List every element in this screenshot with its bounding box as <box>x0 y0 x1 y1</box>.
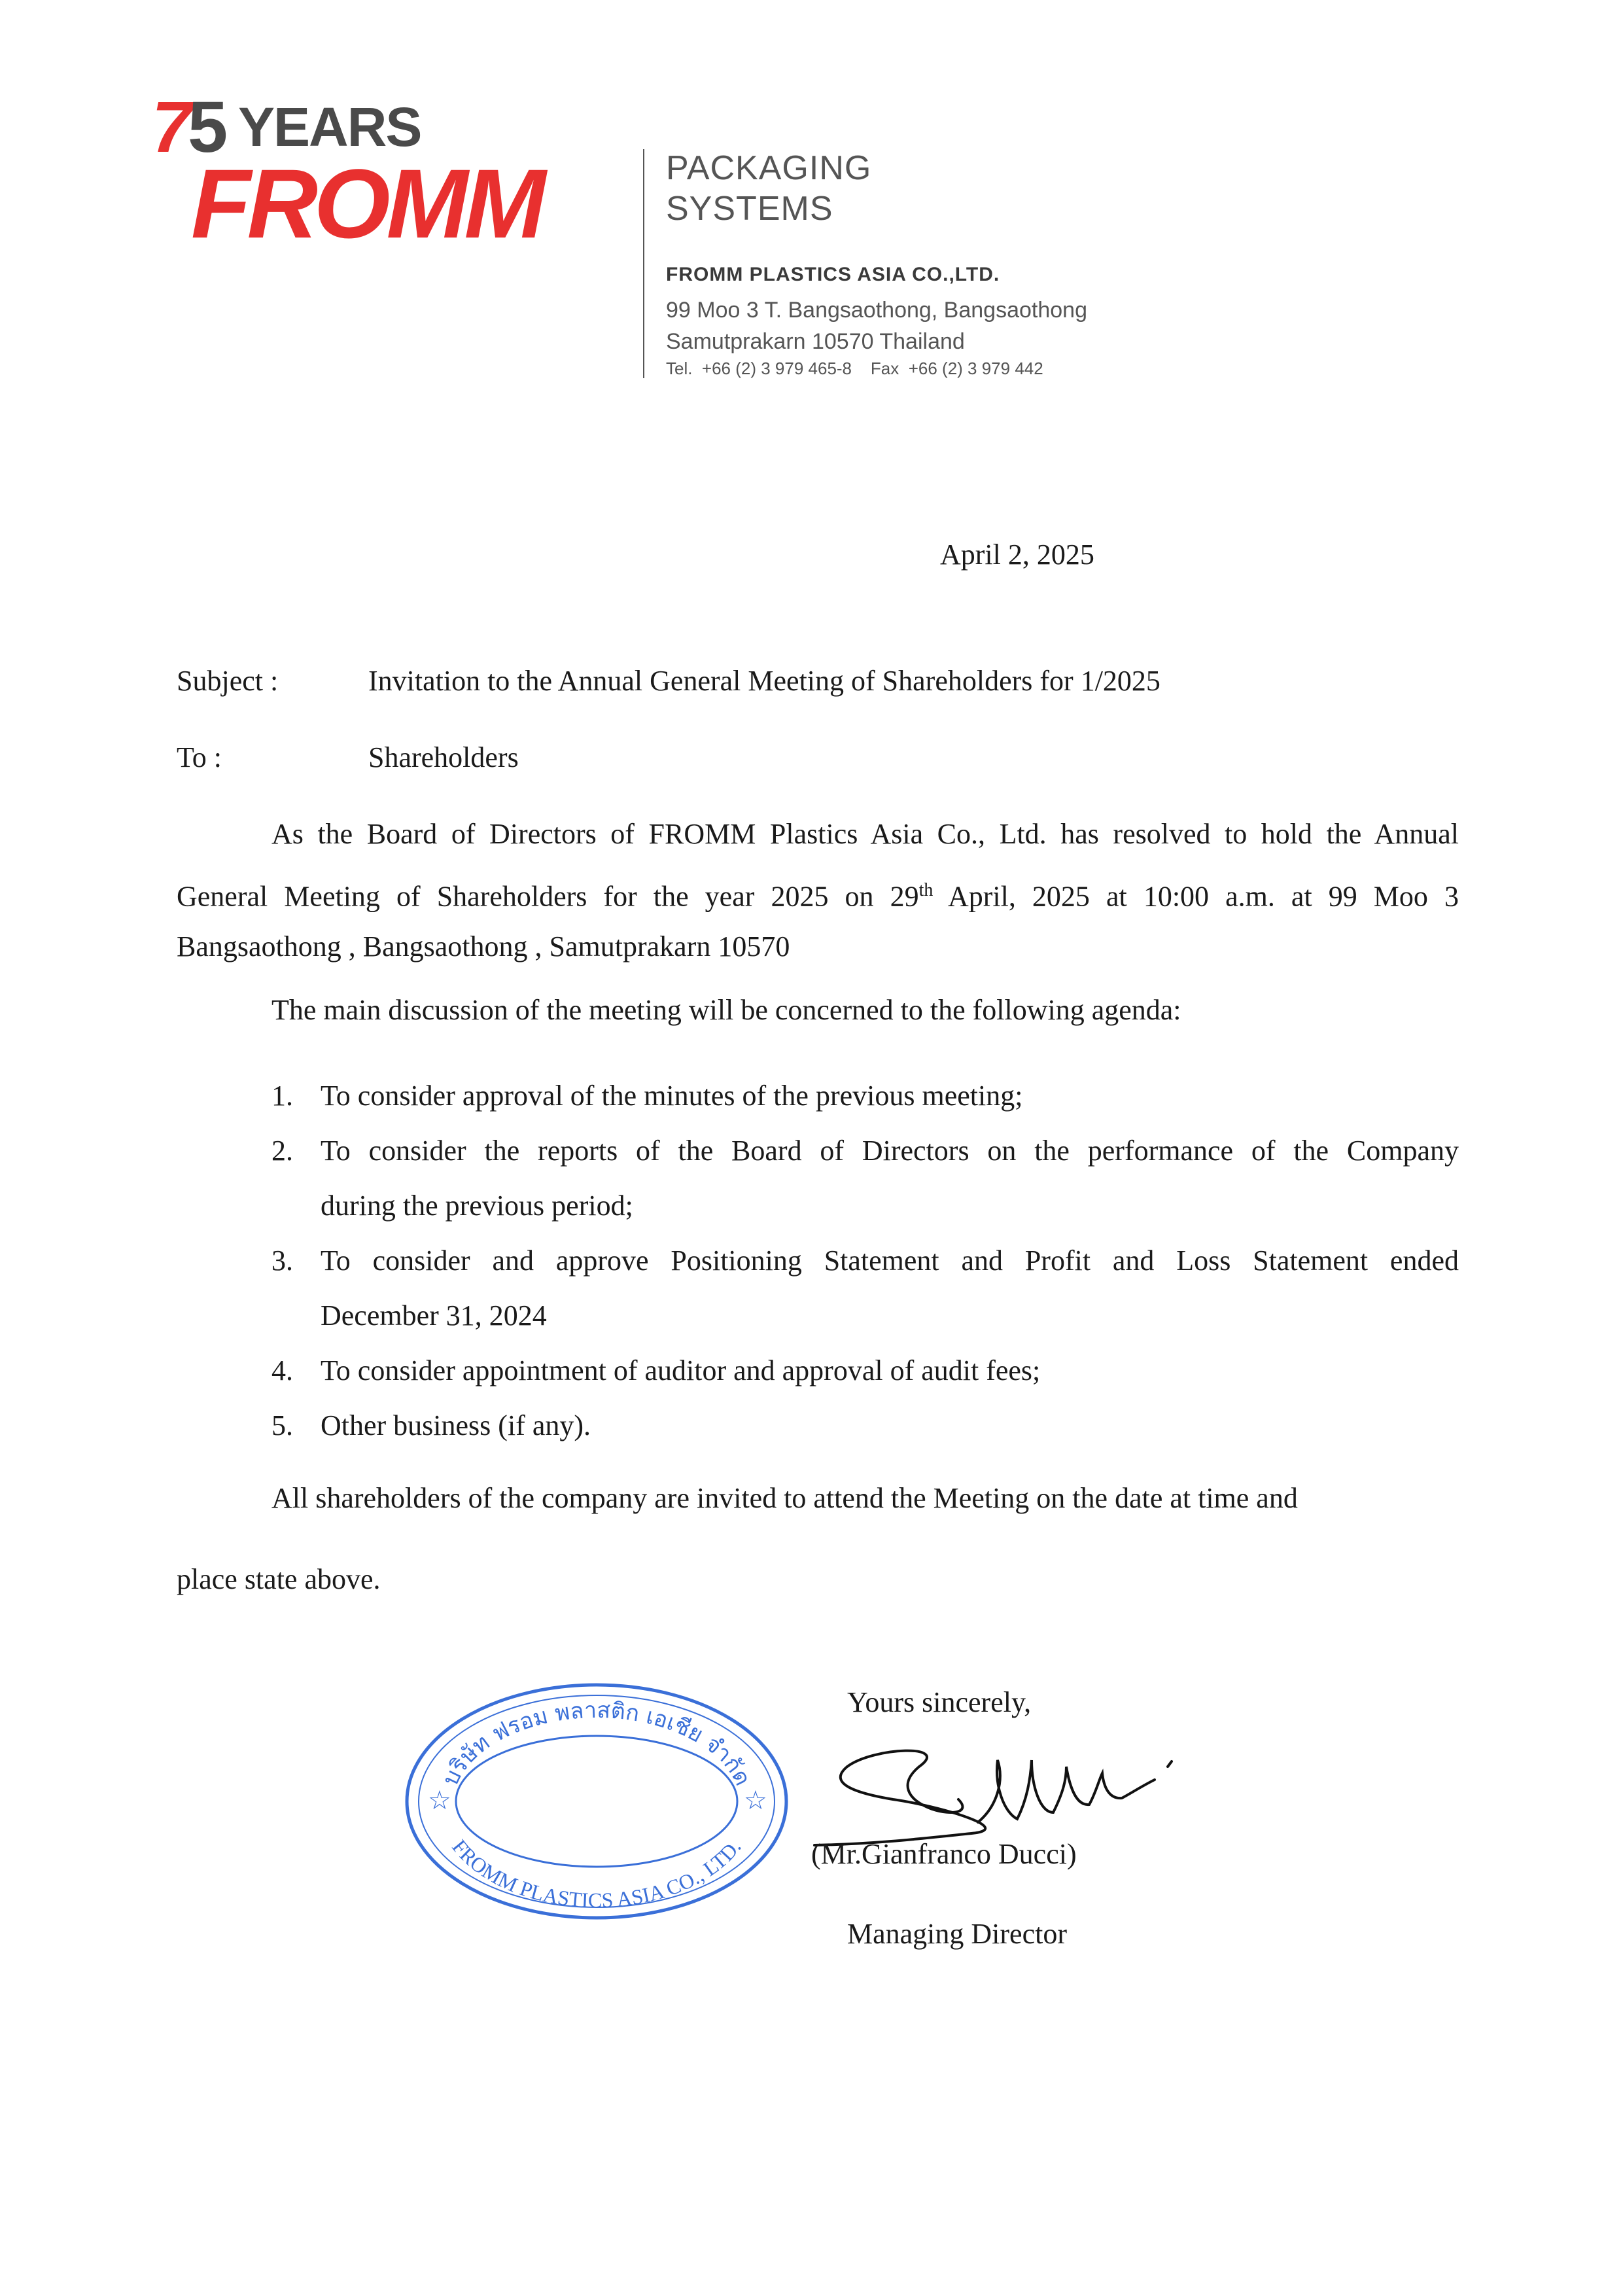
letterhead-divider <box>643 149 644 378</box>
signer-title: Managing Director <box>847 1918 1067 1950</box>
agenda-list <box>271 1069 1459 1453</box>
closing-paragraph-line-1: All shareholders of the company are invited to attend the Meeting on the date at time and <box>271 1482 1298 1514</box>
agenda-intro: The main discussion of the meeting will be concerned to the following agenda: <box>271 994 1181 1026</box>
address-line-1: 99 Moo 3 T. Bangsaothong, Bangsaothong <box>666 298 1087 323</box>
subject-label: Subject : <box>177 665 279 697</box>
logo-brand-text: FROMM <box>191 149 542 258</box>
company-logo: 7 5 YEARS FROMM <box>152 87 542 258</box>
subject-text: Invitation to the Annual General Meeting of Shareholders for 1/2025 <box>368 665 1161 697</box>
signer-name: (Mr.Gianfranco Ducci) <box>811 1838 1077 1870</box>
handwritten-signature <box>801 1721 1194 1852</box>
address-line-2: Samutprakarn 10570 Thailand <box>666 329 965 354</box>
to-recipient: Shareholders <box>368 741 519 773</box>
stamp-bottom-text: FROMM PLASTICS ASIA CO., LTD. <box>447 1835 746 1913</box>
sign-off: Yours sincerely, <box>847 1686 1032 1718</box>
logo-years-text: YEARS <box>238 96 421 158</box>
intro-paragraph: As the Board of Directors of FROMM Plastics Asia Co., Ltd. has resolved to hold the Annual General Meeting of Shareholders for the year 2025 on 29th April, 2025 at 10:00 a.m. at 99 Moo 3 Bangsaothong , Bangsaothong , Samutprakarn 10570 <box>177 818 1459 963</box>
stamp-top-text: บริษัท ฟรอม พลาสติก เอเชีย จำกัด <box>437 1697 756 1790</box>
agenda-item: 4. To consider appointment of auditor and approval of audit fees; <box>271 1354 1041 1386</box>
agenda-item: 1. To consider approval of the minutes of the previous meeting; <box>271 1080 1023 1112</box>
agenda-item: 5. Other business (if any). <box>271 1409 591 1441</box>
stamp-star-right-icon: ☆ <box>744 1786 767 1816</box>
agenda-item: 2. To consider the reports of the Board of Directors on the performance of the Company during the previous period; <box>271 1135 1459 1222</box>
company-name: FROMM PLASTICS ASIA CO.,LTD. <box>666 264 1000 285</box>
letter-date: April 2, 2025 <box>940 539 1094 571</box>
closing-paragraph-line-2: place state above. <box>177 1563 381 1595</box>
contact-line: Tel. +66 (2) 3 979 465-8 Fax +66 (2) 3 979 442 <box>666 359 1043 378</box>
agenda-item: 3. To consider and approve Positioning Statement and Profit and Loss Statement ended December 31, 2024 <box>271 1245 1459 1332</box>
to-label: To : <box>177 741 222 773</box>
stamp-star-left-icon: ☆ <box>428 1786 451 1816</box>
svg-text:บริษัท ฟรอม พลาสติก เอเชีย จำก <box>437 1697 756 1790</box>
company-stamp <box>400 1678 793 1920</box>
division-name: PACKAGING SYSTEMS <box>666 149 872 228</box>
